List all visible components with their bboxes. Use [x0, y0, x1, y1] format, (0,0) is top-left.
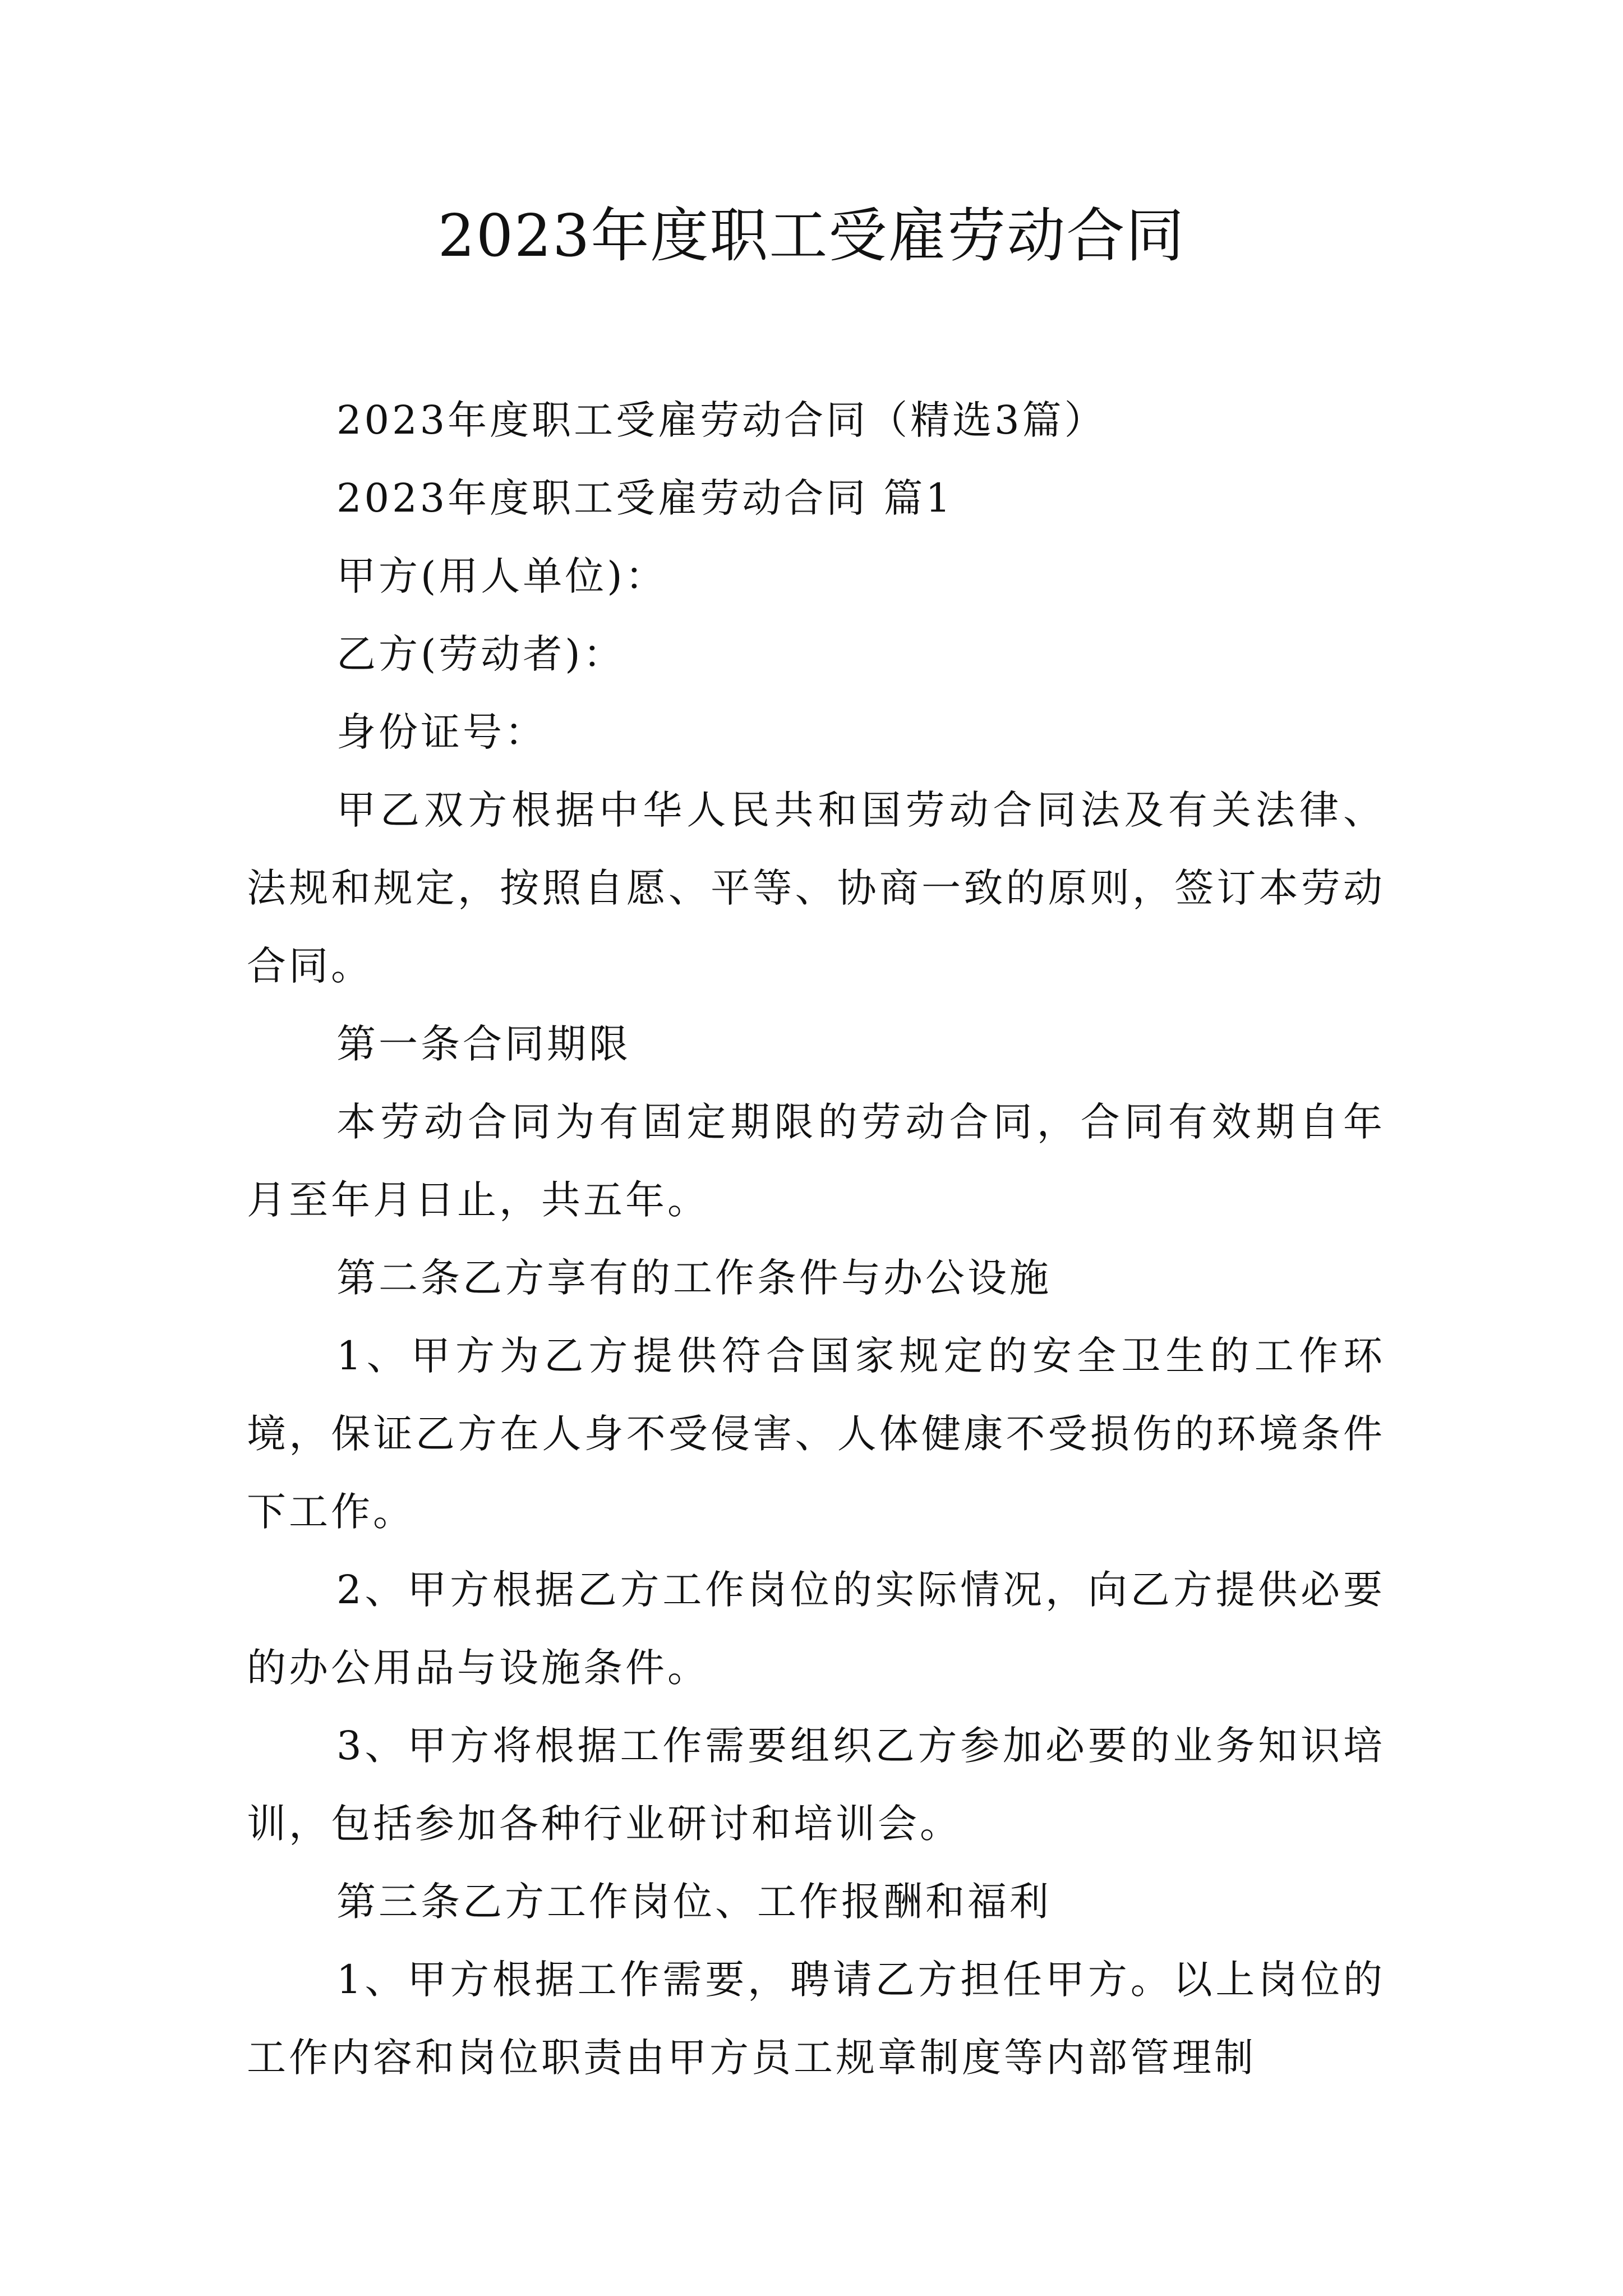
paragraph-part-heading: 2023年度职工受雇劳动合同 篇1	[336, 475, 953, 521]
paragraph-subtitle: 2023年度职工受雇劳动合同（精选3篇）	[336, 397, 1106, 443]
paragraph-article-2-heading: 第二条乙方享有的工作条件与办公设施	[336, 1255, 1052, 1301]
paragraph-party-a: 甲方(用人单位)：	[336, 553, 667, 599]
paragraph-preamble: 甲乙双方根据中华人民共和国劳动合同法及有关法律、法规和规定，按照自愿、平等、协商一致的原则，签订本劳动合同。	[247, 787, 1385, 989]
paragraph-article-1-body: 本劳动合同为有固定期限的劳动合同，合同有效期自年月至年月日止，共五年。	[247, 1099, 1385, 1223]
paragraph-article-2-item-1: 1、甲方为乙方提供符合国家规定的安全卫生的工作环境，保证乙方在人身不受侵害、人体健康不受损伤的环境条件下工作。	[247, 1333, 1385, 1535]
document-body	[247, 381, 1385, 2097]
paragraph-article-3-heading: 第三条乙方工作岗位、工作报酬和福利	[336, 1879, 1052, 1925]
paragraph-article-3-item-1: 1、甲方根据工作需要，聘请乙方担任甲方。以上岗位的工作内容和岗位职责由甲方员工规章制度等内部管理制	[247, 1957, 1385, 2081]
paragraph-party-b: 乙方(劳动者)：	[336, 631, 625, 677]
paragraph-article-1-heading: 第一条合同期限	[336, 1021, 631, 1067]
paragraph-id-number: 身份证号：	[336, 709, 547, 755]
document-title: 2023年度职工受雇劳动合同	[437, 201, 1186, 270]
paragraph-article-2-item-3: 3、甲方将根据工作需要组织乙方参加必要的业务知识培训，包括参加各种行业研讨和培训会。	[247, 1723, 1385, 1847]
paragraph-article-2-item-2: 2、甲方根据乙方工作岗位的实际情况，向乙方提供必要的办公用品与设施条件。	[247, 1567, 1385, 1691]
